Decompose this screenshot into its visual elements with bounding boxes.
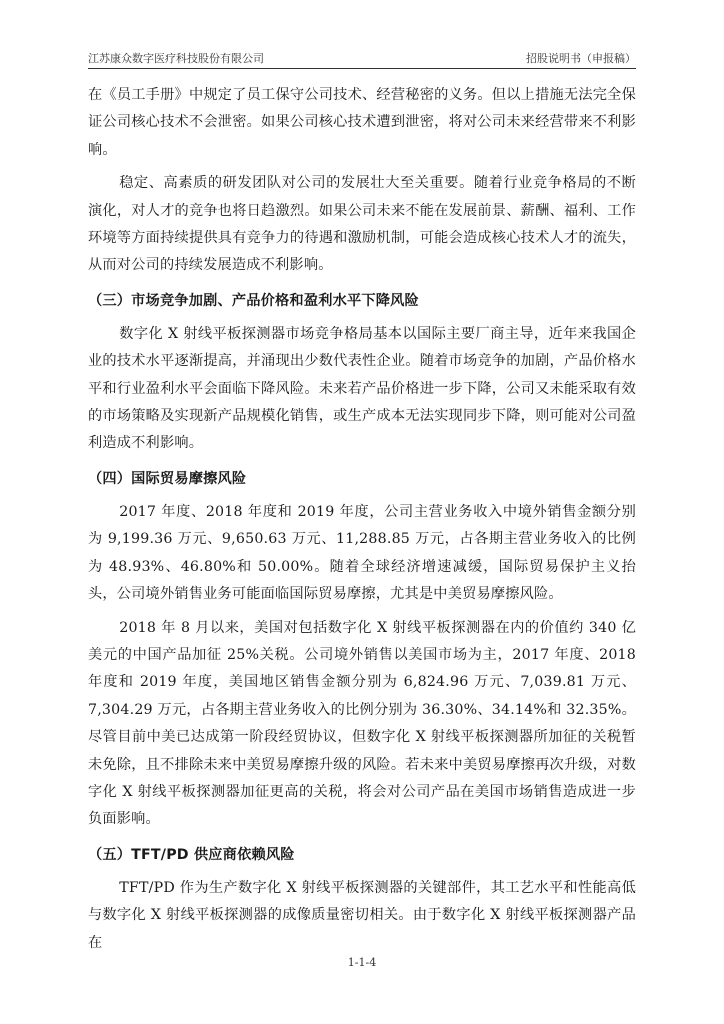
page-number: 1-1-4	[347, 956, 377, 969]
paragraph-6: TFT/PD 作为生产数字化 X 射线平板探测器的关键部件，其工艺水平和性能高低与数字化 X 射线平板探测器的成像质量密切相关。由于数字化 X 射线平板探测器产品在	[88, 879, 636, 951]
paragraph-4: 2017 年度、2018 年度和 2019 年度，公司主营业务收入中境外销售金额分别为 9,199.36 万元、9,650.63 万元、11,288.85 万元，占各期主营业务收入的比例为 48.93%、46.80%和 50.00%。随着全球经济增速减缓，国际贸易保护主义抬头，公司境外销售业务可能面临国际贸易摩擦，尤其是中美贸易摩擦风险。	[88, 503, 636, 603]
paragraph-2: 稳定、高素质的研发团队对公司的发展壮大至关重要。随着行业竞争格局的不断演化，对人才的竞争也将日趋激烈。如果公司未来不能在发展前景、薪酬、福利、工作环境等方面持续提供具有竞争力的待遇和激励机制，可能会造成核心技术人才的流失，从而对公司的持续发展造成不利影响。	[88, 175, 636, 274]
section-heading-5: （五）TFT/PD 供应商依赖风险	[88, 846, 295, 863]
page-body	[88, 82, 636, 957]
paragraph-3: 数字化 X 射线平板探测器市场竞争格局基本以国际主要厂商主导，近年来我国企业的技术水平逐渐提高，并涌现出少数代表性企业。随着市场竞争的加剧，产品价格水平和行业盈利水平会面临下降风险。未来若产品价格进一步下降，公司又未能采取有效的市场策略及实现新产品规模化销售，或生产成本无法实现同步下降，则可能对公司盈利造成不利影响。	[88, 325, 636, 452]
page-header	[88, 50, 636, 69]
section-heading-3: （三）市场竞争加剧、产品价格和盈利水平下降风险	[88, 292, 419, 309]
header-company-name: 江苏康众数字医疗科技股份有限公司	[88, 52, 264, 65]
section-heading-4: （四）国际贸易摩擦风险	[88, 470, 247, 487]
paragraph-1: 在《员工手册》中规定了员工保守公司技术、经营秘密的义务。但以上措施无法完全保证公司核心技术不会泄密。如果公司核心技术遭到泄密，将对公司未来经营带来不利影响。	[88, 87, 636, 158]
header-document-type: 招股说明书（申报稿）	[526, 52, 636, 65]
paragraph-5: 2018 年 8 月以来，美国对包括数字化 X 射线平板探测器在内的价值约 340 亿美元的中国产品加征 25%关税。公司境外销售以美国市场为主，2017 年度、2018 年度和 2019 年度，美国地区销售金额分别为 6,824.96 万元、7,039.81 万元、7,304.29 万元，占各期主营业务收入的比例分别为 36.30%、34.14%和 32.35%。尽管目前中美已达成第一阶段经贸协议，但数字化 X 射线平板探测器所加征的关税暂未免除，且不排除未来中美贸易摩擦升级的风险。若未来中美贸易摩擦再次升级，对数字化 X 射线平板探测器加征更高的关税，将会对公司产品在美国市场销售造成进一步负面影响。	[88, 619, 636, 828]
